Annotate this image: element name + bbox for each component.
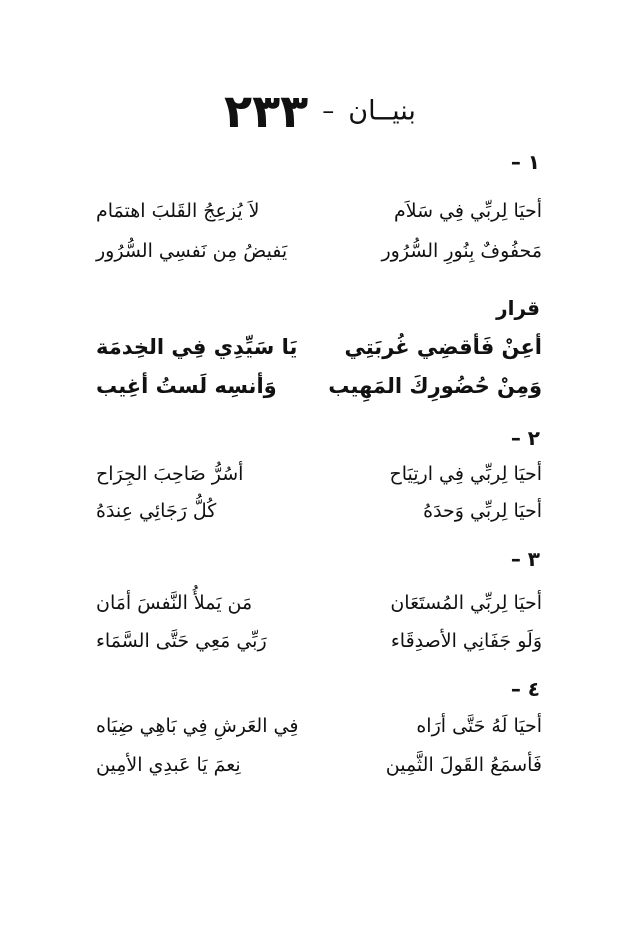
- refrain-second-hemistich: وَأنسِه لَستُ أغِيب: [96, 374, 277, 398]
- verse-second-hemistich: أسُرُّ صَاحِبَ الجِرَاح: [96, 463, 244, 485]
- verse-line: [96, 496, 542, 526]
- verse-first-hemistich: وَلَو جَفَانِي الأصدِقَاء: [390, 630, 542, 652]
- stanza-label: ٣ –: [510, 547, 540, 571]
- verse-first-hemistich: أحيَا لِربِّي المُستَعَان: [390, 592, 542, 614]
- verse-first-hemistich: أحيَا لِربِّي وَحدَهُ: [423, 500, 542, 522]
- verse-second-hemistich: رَبِّي مَعِي حَتَّى السَّمَاء: [96, 630, 267, 652]
- verse-second-hemistich: يَفيضُ مِن نَفسِي السُّرُور: [96, 240, 288, 262]
- verse-line: [96, 196, 542, 226]
- verse-first-hemistich: أحيَا لِربِّي فِي ارتِيَاح: [389, 463, 542, 485]
- verse-second-hemistich: نِعمَ يَا عَبدِي الأمِين: [96, 754, 241, 776]
- verse-first-hemistich: فَأسمَعُ القَولَ الثَّمِين: [385, 754, 542, 776]
- refrain-first-hemistich: أعِنْ فَأقضِي غُربَتِي: [344, 335, 542, 359]
- verse-second-hemistich: مَن يَملأُ النَّفسَ أمَان: [96, 592, 253, 614]
- verse-first-hemistich: أحيَا لِربِّي فِي سَلاَم: [393, 200, 542, 222]
- refrain-line: [96, 371, 542, 401]
- verse-first-hemistich: مَحفُوفٌ بِنُورِ السُّرُور: [381, 240, 542, 262]
- refrain-line: [96, 332, 542, 362]
- page-number: ٢٣٣: [224, 84, 309, 138]
- verse-second-hemistich: فِي العَرشِ فِي بَاهِي ضِيَاه: [96, 715, 299, 737]
- verse-line: [96, 459, 542, 489]
- refrain-label: قرار: [496, 296, 540, 320]
- stanza-label: ٢ –: [510, 426, 540, 450]
- title-name: بنيــان: [348, 95, 416, 127]
- stanza-label: ١ –: [510, 150, 540, 174]
- verse-second-hemistich: كُلُّ رَجَائِي عِندَهُ: [96, 500, 217, 522]
- stanza-label: ٤ –: [510, 677, 540, 701]
- refrain-second-hemistich: يَا سَيِّدِي فِي الخِدمَة: [96, 335, 298, 359]
- verse-line: [96, 750, 542, 780]
- verse-line: [96, 626, 542, 656]
- verse-line: [96, 711, 542, 741]
- verse-second-hemistich: لاَ يُزعِجُ القَلبَ اهتمَام: [96, 200, 260, 222]
- verse-line: [96, 588, 542, 618]
- refrain-first-hemistich: وَمِنْ حُضُورِكَ المَهِيب: [328, 374, 542, 398]
- title-dash: –: [322, 97, 335, 125]
- verse-line: [96, 236, 542, 266]
- verse-first-hemistich: أحيَا لَهُ حَتَّى أرَاه: [416, 715, 542, 737]
- page-title: [0, 84, 640, 138]
